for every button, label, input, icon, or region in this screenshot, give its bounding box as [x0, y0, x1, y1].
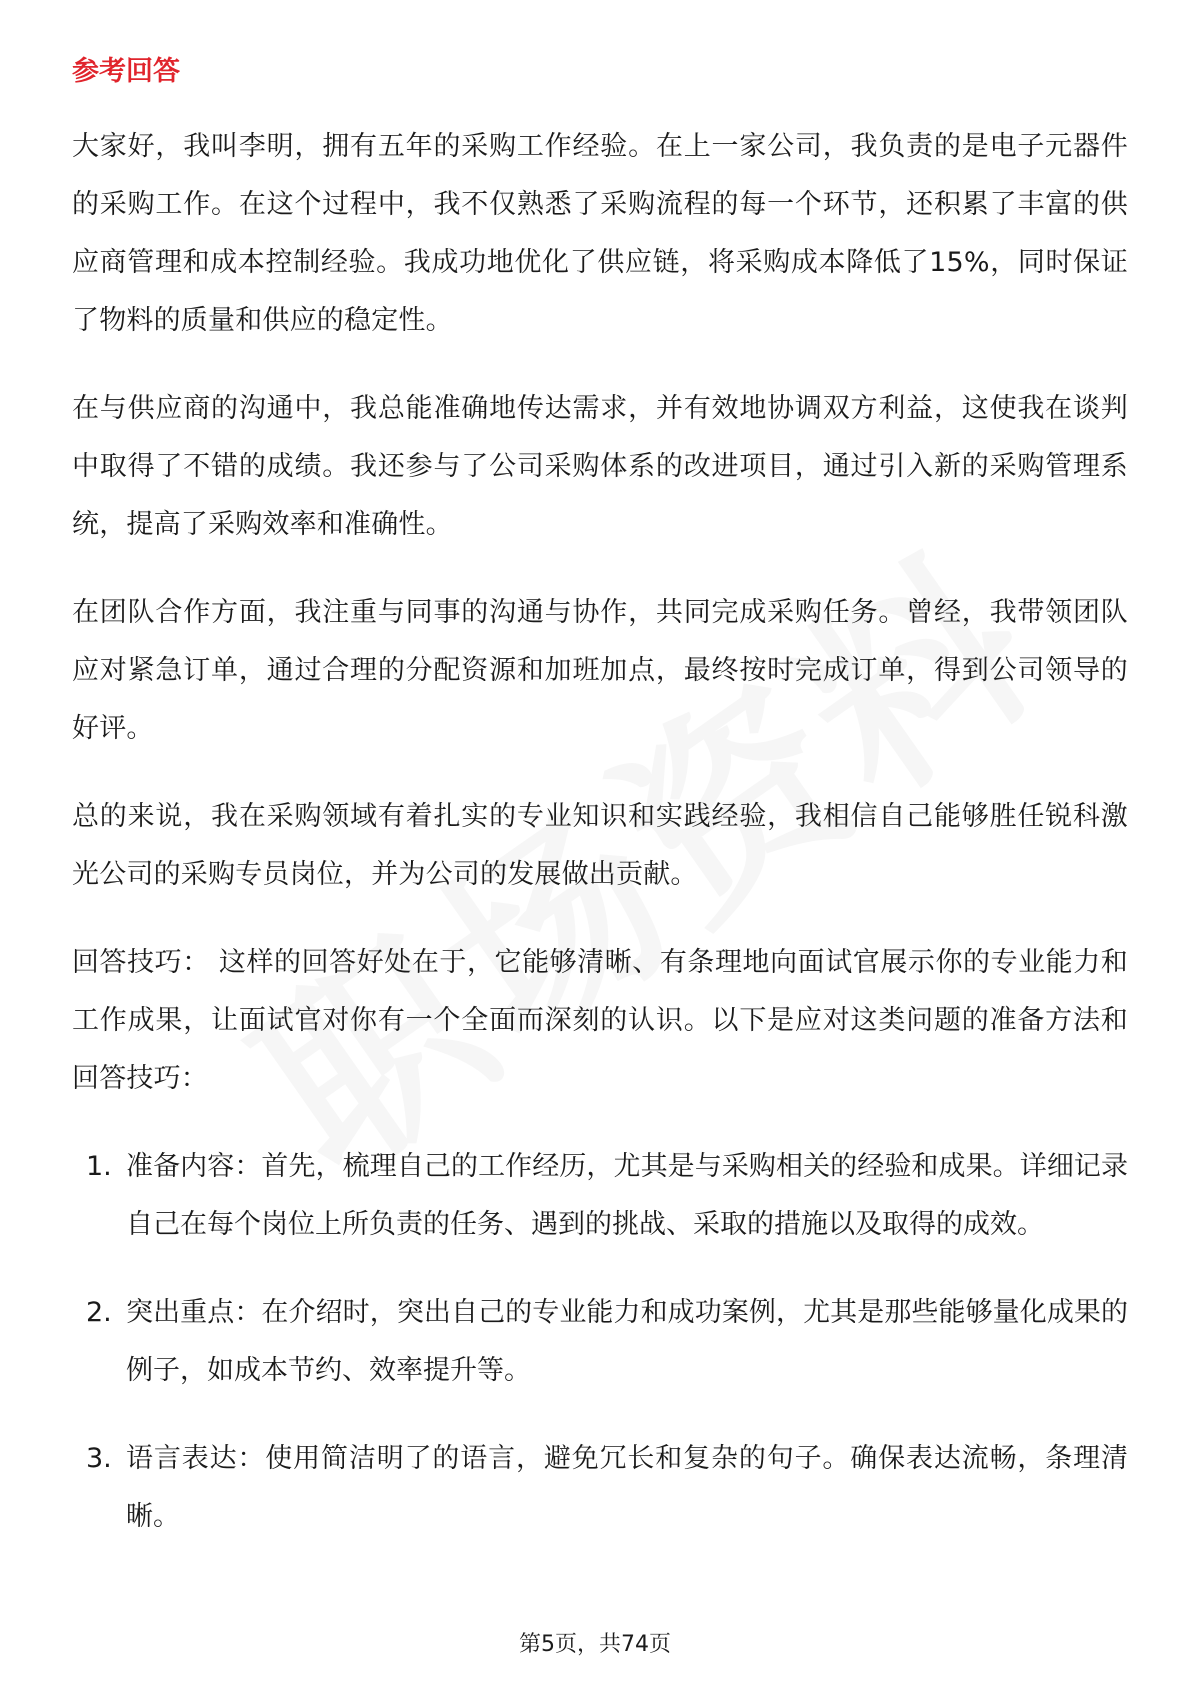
list-item: [72, 1284, 1128, 1400]
paragraph-communication: 在与供应商的沟通中，我总能准确地传达需求，并有效地协调双方利益，这使我在谈判中取得了不错的成绩。我还参与了公司采购体系的改进项目，通过引入新的采购管理系统，提高了采购效率和准确性。: [72, 393, 1128, 540]
paragraph-summary: 总的来说，我在采购领域有着扎实的专业知识和实践经验，我相信自己能够胜任锐科激光公司的采购专员岗位，并为公司的发展做出贡献。: [72, 801, 1128, 890]
list-number: 1.: [86, 1151, 112, 1182]
tips-list: [72, 1138, 1128, 1546]
list-number: 2.: [86, 1297, 112, 1328]
list-item-text: 语言表达：使用简洁明了的语言，避免冗长和复杂的句子。确保表达流畅，条理清晰。: [126, 1443, 1128, 1532]
page-footer: 第5页，共74页: [519, 1632, 671, 1657]
list-item: [72, 1138, 1128, 1254]
section-heading: 参考回答: [72, 56, 180, 87]
list-number: 3.: [86, 1443, 112, 1474]
document-content: [72, 40, 1128, 1576]
list-item: [72, 1430, 1128, 1546]
paragraph-tips: 回答技巧： 这样的回答好处在于，它能够清晰、有条理地向面试官展示你的专业能力和工作成果，让面试官对你有一个全面而深刻的认识。以下是应对这类问题的准备方法和回答技巧：: [72, 947, 1128, 1094]
paragraph-intro: 大家好，我叫李明，拥有五年的采购工作经验。在上一家公司，我负责的是电子元器件的采购工作。在这个过程中，我不仅熟悉了采购流程的每一个环节，还积累了丰富的供应商管理和成本控制经验。我成功地优化了供应链，将采购成本降低了15%，同时保证了物料的质量和供应的稳定性。: [72, 131, 1128, 336]
list-item-text: 准备内容：首先，梳理自己的工作经历，尤其是与采购相关的经验和成果。详细记录自己在每个岗位上所负责的任务、遇到的挑战、采取的措施以及取得的成效。: [126, 1151, 1128, 1240]
paragraph-teamwork: 在团队合作方面，我注重与同事的沟通与协作，共同完成采购任务。曾经，我带领团队应对紧急订单，通过合理的分配资源和加班加点，最终按时完成订单，得到公司领导的好评。: [72, 597, 1128, 744]
list-item-text: 突出重点：在介绍时，突出自己的专业能力和成功案例，尤其是那些能够量化成果的例子，如成本节约、效率提升等。: [126, 1297, 1128, 1386]
